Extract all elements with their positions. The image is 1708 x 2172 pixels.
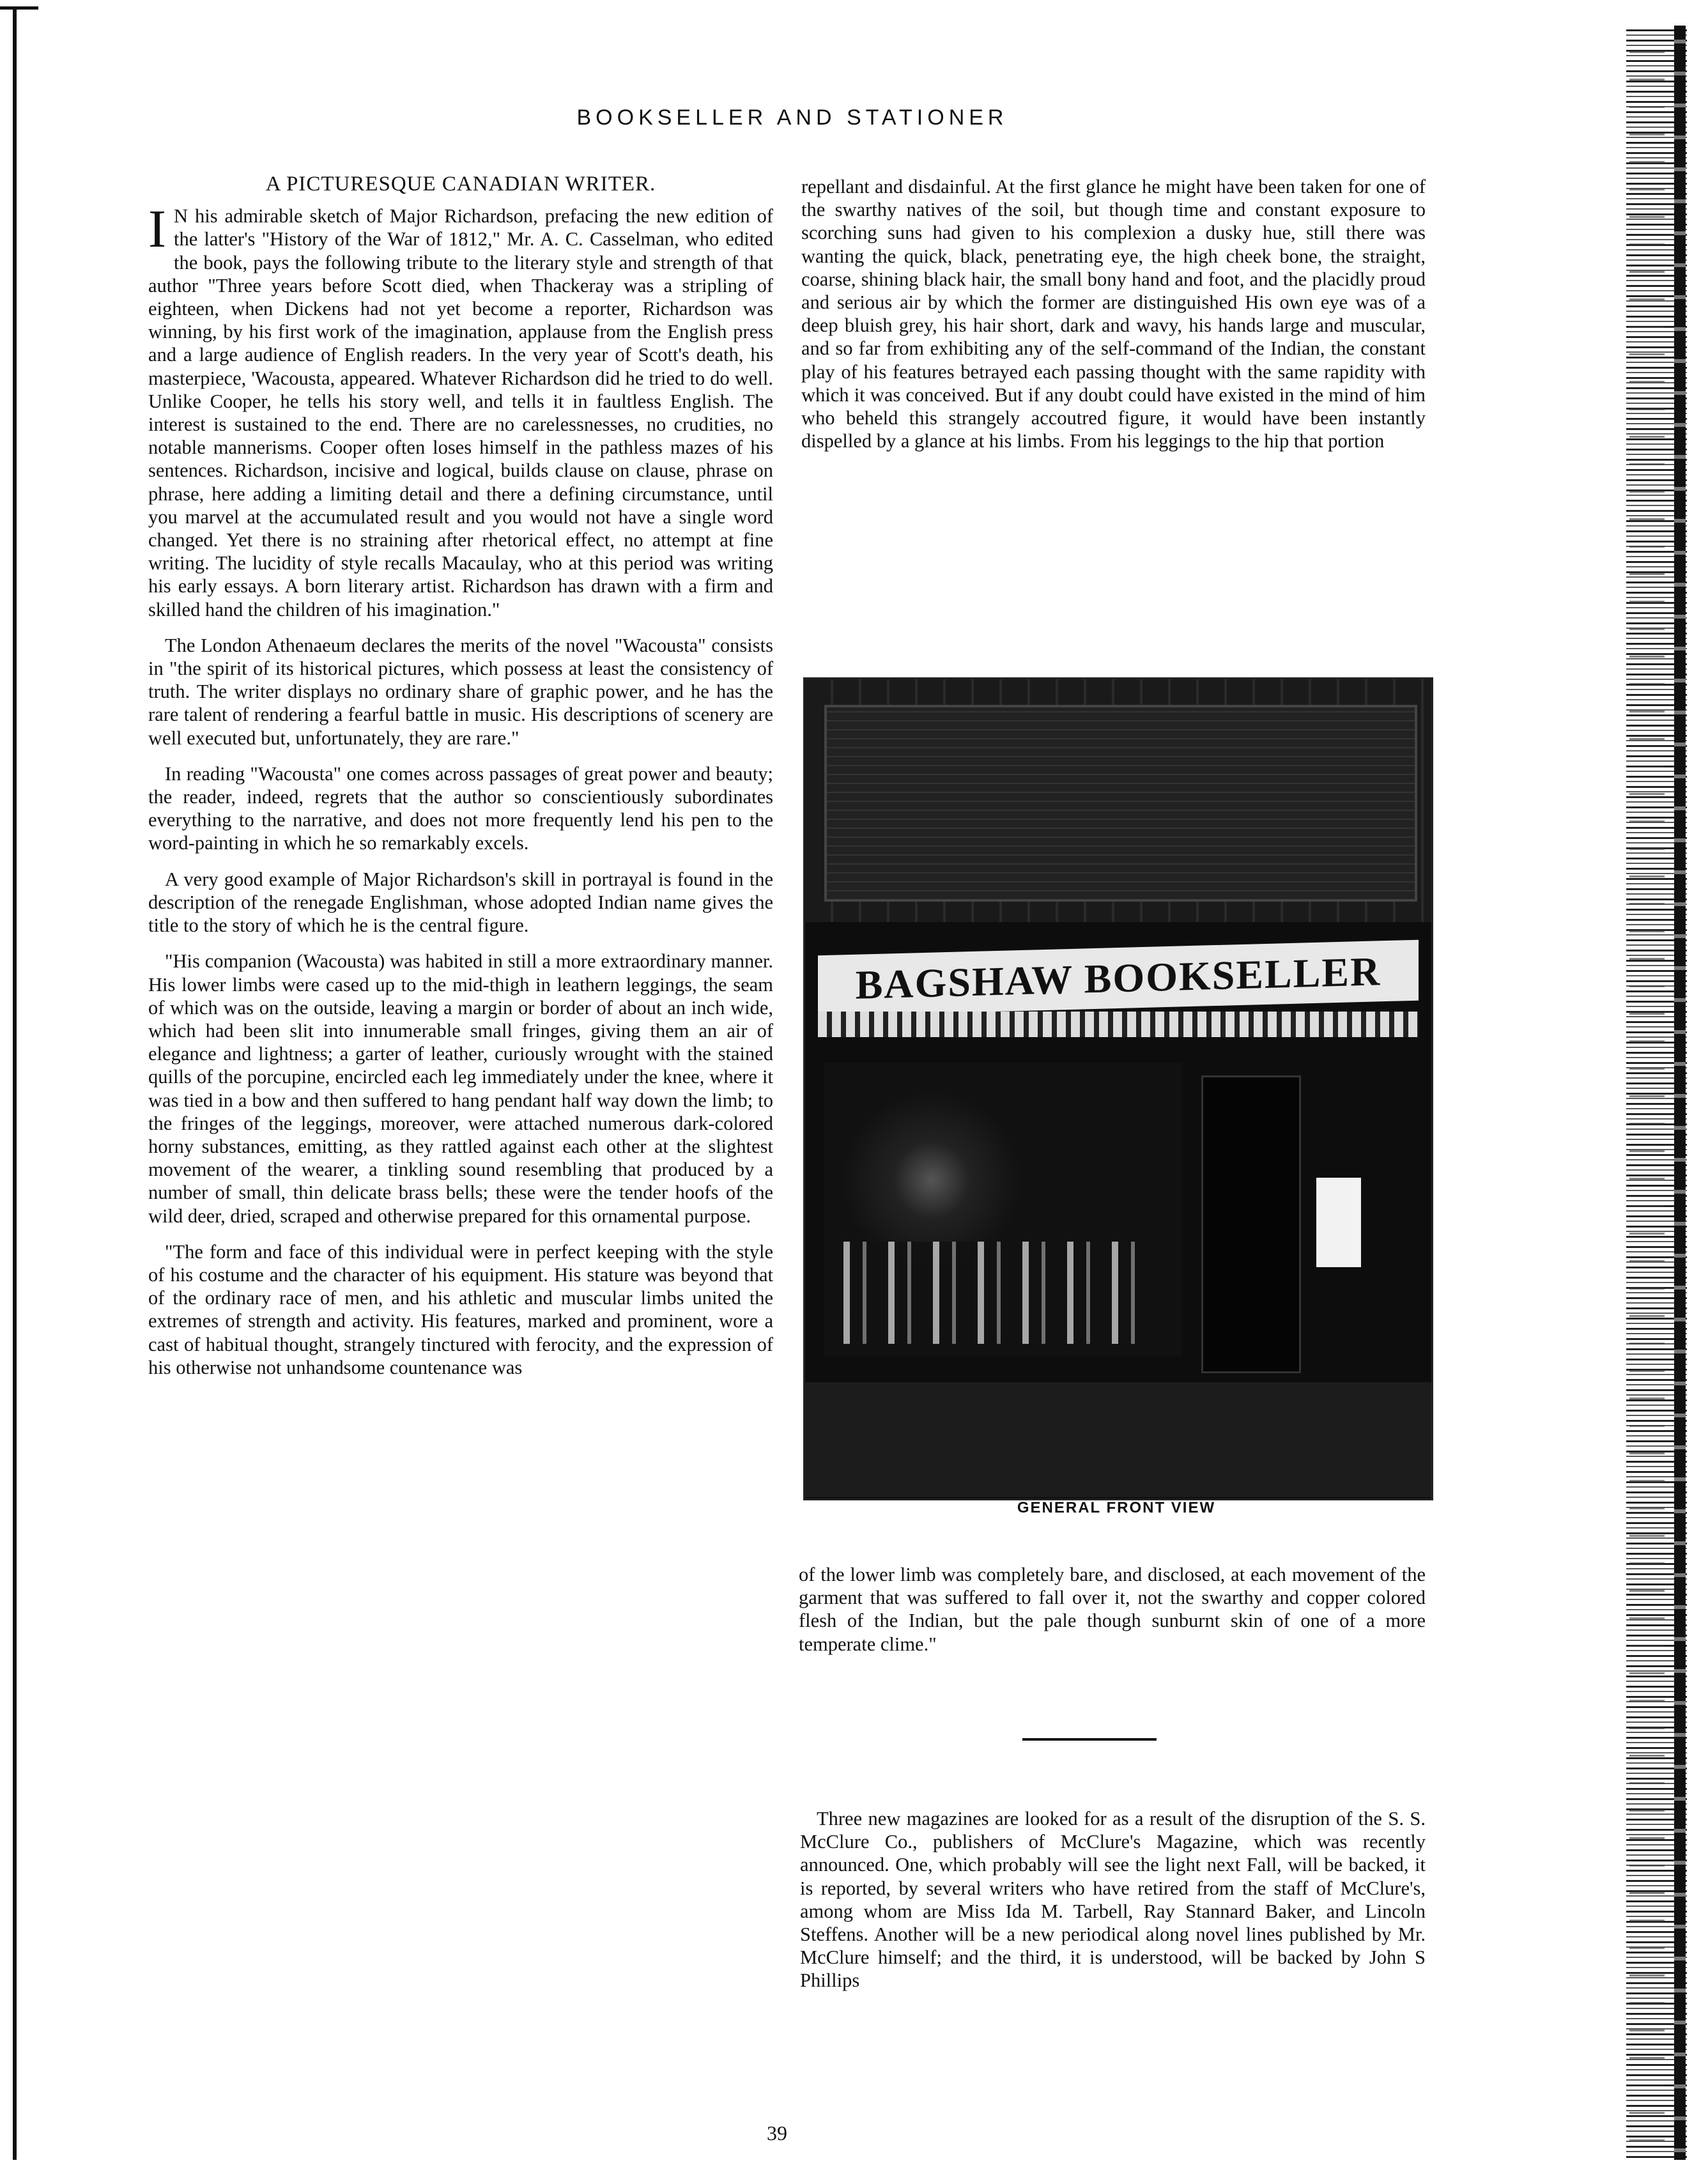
- paragraph-conclusion: of the lower limb was completely bare, and disclosed, at each movement of the garment that was suffered to fall over it, not the swarthy and copper colored flesh of the Indian, but the pale though sunburnt skin of one of a more temperate clime.": [799, 1564, 1426, 1655]
- page-edge-rule: [13, 6, 17, 2160]
- binding-edge-specks: [1629, 26, 1665, 2160]
- drop-cap: I: [148, 199, 166, 259]
- photo-door-panel: [1316, 1178, 1361, 1267]
- photo-door: [1201, 1075, 1301, 1373]
- left-column: [148, 173, 773, 1392]
- paragraph-reading: In reading "Wacousta" one comes across passages of great power and beauty; the reader, indeed, regrets that the author so conscientiously subordinates everything to the narrative, and does not more frequently lend his pen to the word-painting in which he so remarkably excels.: [148, 762, 773, 854]
- section-divider: [1022, 1738, 1157, 1741]
- page-edge-tick: [0, 6, 38, 10]
- right-column-top: [801, 175, 1426, 465]
- paragraph-form-and-face: "The form and face of this individual were in perfect keeping with the style of his costume and the character of his equipment. His stature was beyond that of the ordinary race of men, and his athletic and muscular limbs united the extremes of strength and activity. His features, marked and prominent, wore a cast of habitual thought, strangely tinctured with ferocity, and the expression of his otherwise not unhandsome countenance was: [148, 1240, 773, 1378]
- photo-ground: [805, 1382, 1431, 1497]
- figure-caption: GENERAL FRONT VIEW: [1017, 1499, 1216, 1516]
- paragraph-continued: repellant and disdainful. At the first glance he might have been taken for one of the swarthy natives of the soil, but though time and constant exposure to scorching suns had given to his complexion a dusky hue, still there was wanting the quick, black, penetrating eye, the high cheek bone, the straight, coarse, shining black hair, the small bony hand and foot, and the placidly proud and serious air by which the former are distinguished His own eye was of a deep bluish grey, his hair short, dark and wavy, his hands large and muscular, and so far from exhibiting any of the self-command of the Indian, the constant play of his features betrayed each passing thought with the same rapidity with which it was conceived. But if any doubt could have existed in the mind of him who beheld this strangely accoutred figure, it would have been instantly dispelled by a glance at his limbs. From his leggings to the hip that portion: [801, 176, 1426, 452]
- paragraph-athenaeum: The London Athenaeum declares the merits of the novel "Wacousta" consists in "the spirit of its historical pictures, which possess at least the consistency of truth. The writer displays no ordinary share of graphic power, and he has the rare talent of rendering a fearful battle in music. His descriptions of scenery are well executed but, unfortunately, they are rare.": [148, 634, 773, 749]
- photo-awning: [818, 1012, 1419, 1037]
- paragraph-example: A very good example of Major Richardson's skill in portrayal is found in the description of the renegade Englishman, whose adopted Indian name gives the title to the story of which he is the central figure.: [148, 868, 773, 937]
- right-column-bottom: [800, 1807, 1426, 2005]
- shop-sign-text: BAGSHAW BOOKSELLER: [855, 948, 1381, 1008]
- news-item-magazines: Three new magazines are looked for as a result of the disruption of the S. S. McClure Co., publishers of McClure's Magazine, which was recently announced. One, which probably will see the light next Fall, will be backed, it is reported, by several writers who have retired from the staff of McClure's, among whom are Miss Ida M. Tarbell, Ray Stannard Baker, and Lincoln Steffens. Another will be a new periodical along novel lines published by Mr. McClure himself; and the third, it is understood, will be backed by John S Phillips: [800, 1808, 1426, 1992]
- shop-front-photo: [803, 677, 1433, 1500]
- page-number: 39: [767, 2122, 787, 2145]
- first-paragraph-text: N his admirable sketch of Major Richardson, prefacing the new edition of the latter's "History of the War of 1812," Mr. A. C. Casselman, who edited the book, pays the following tribute to the literary style and strength of that author "Three years before Scott died, when Thackeray was a stripling of eighteen, when Dickens had not yet become a reporter, Richardson was winning, by his first work of the imagination, applause from the English press and a large audience of English readers. In the very year of Scott's death, his masterpiece, 'Wacousta, appeared. Whatever Richardson did he tried to do well. Unlike Cooper, he tells his story well, and tells it in faultless English. The interest is sustained to the end. There are no carelessnesses, no crudities, no notable mannerisms. Cooper often loses himself in the pathless mazes of his sentences. Richardson, incisive and logical, builds clause on clause, phrase on phrase, here adding a limiting detail and there a defining circumstance, until you marvel at the accumulated result and you would not have a single word changed. Yet there is no straining after rhetorical effect, no attempt at fine writing. The lucidity of style recalls Macaulay, who at this period was writing his early essays. A born literary artist. Richardson has drawn with a firm and skilled hand the children of his imagination.": [148, 205, 773, 620]
- running-head: BOOKSELLER AND STATIONER: [576, 105, 1008, 130]
- right-column-middle: [799, 1563, 1426, 1668]
- photo-upper-window: [824, 705, 1417, 902]
- photo-display-items: [843, 1242, 1137, 1344]
- article-title: A PICTURESQUE CANADIAN WRITER.: [265, 173, 656, 196]
- article-first-paragraph: [148, 199, 773, 621]
- paragraph-companion: "His companion (Wacousta) was habited in still a more extraordinary manner. His lower limbs were cased up to the mid-thigh in leathern leggings, the seam of which was on the outside, leaving a margin or border of about an inch wide, which had been slit into innumerable small fringes, giving them an air of elegance and lightness; a garter of leather, curiously wrought with the stained quills of the porcupine, encircled each leg immediately under the knee, where it was tied in a bow and then suffered to hang pendant half way down the limb; to the fringes of the leggings, moreover, were attached numerous dark-colored horny substances, emitting, as they rattled against each other at the slightest movement of the wearer, a tinkling sound resembling that produced by a number of small, thin delicate brass bells; these were the tender hoofs of the wild deer, dried, scraped and otherwise prepared for this ornamental purpose.: [148, 950, 773, 1227]
- photo-shop-sign: [818, 940, 1419, 1017]
- binding-edge-bar: [1674, 26, 1686, 2160]
